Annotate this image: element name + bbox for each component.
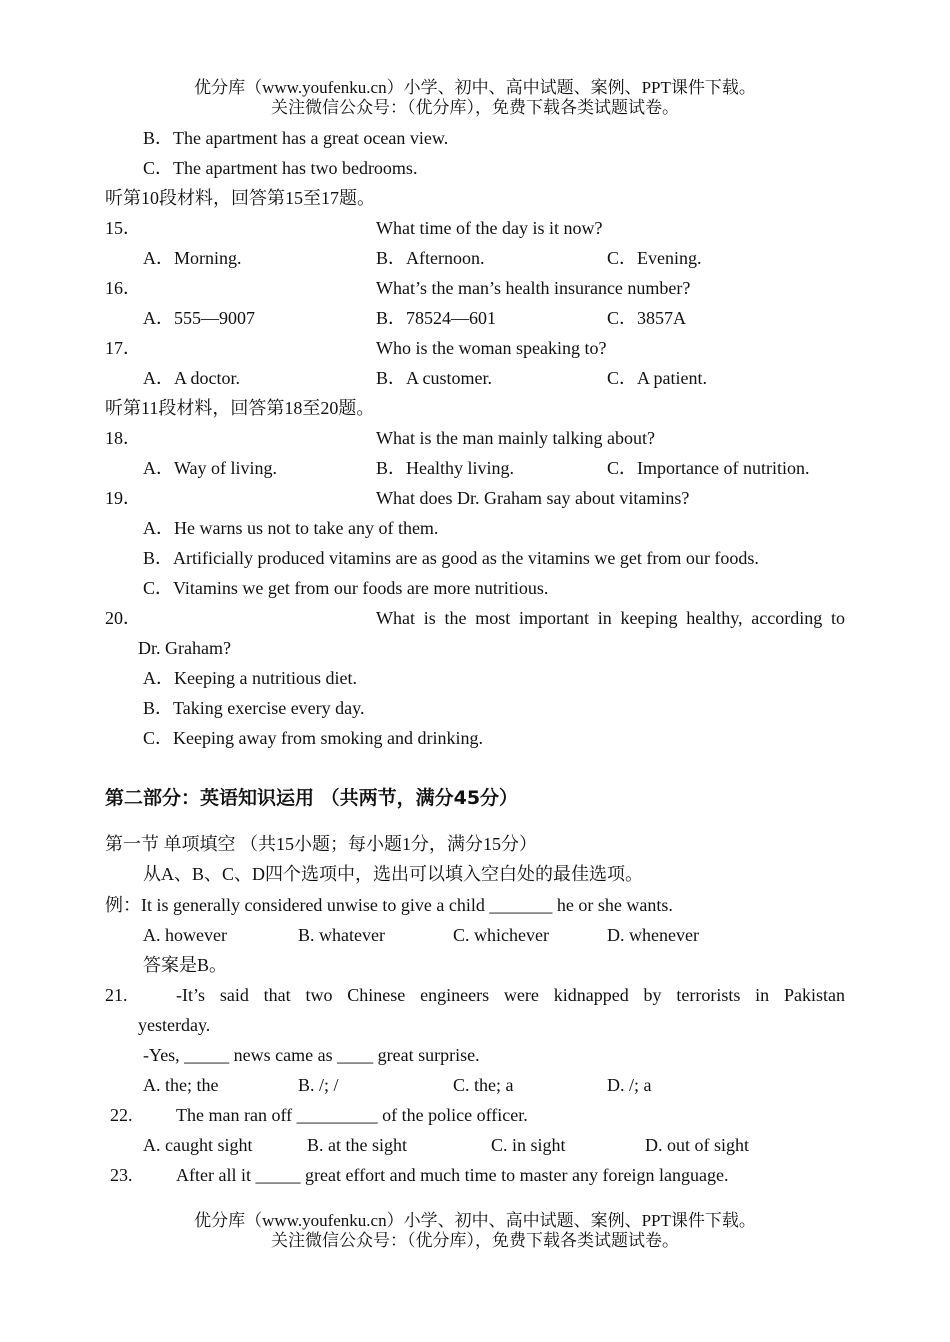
example-stem: 例：It is generally considered unwise to give a child _______ he or she wants. xyxy=(105,895,673,915)
q19-option-a: A．He warns us not to take any of them. xyxy=(143,518,439,538)
q19-stem: What does Dr. Graham say about vitamins? xyxy=(376,488,690,508)
q16-option-c: C．3857A xyxy=(607,308,687,328)
q17-option-a: A．A doctor. xyxy=(143,368,240,388)
q21-number: 21. xyxy=(105,985,128,1005)
q19-option-b: B．Artificially produced vitamins are as good as the vitamins we get from our foods. xyxy=(143,548,759,568)
q15-stem: What time of the day is it now? xyxy=(376,218,603,238)
q21-line3: -Yes, _____ news came as ____ great surprise. xyxy=(143,1045,480,1065)
q17-number: 17． xyxy=(105,338,141,358)
option-b: B．The apartment has a great ocean view. xyxy=(143,128,449,148)
page-header-line2: 关注微信公众号：（优分库），免费下载各类试题试卷。 xyxy=(271,98,679,117)
q21-option-c: C. the; a xyxy=(453,1075,514,1095)
q23-stem: After all it _____ great effort and much time to master any foreign language. xyxy=(176,1165,729,1185)
example-option-a: A. however xyxy=(143,925,227,945)
q21-option-b: B. /; / xyxy=(298,1075,339,1095)
q17-stem: Who is the woman speaking to? xyxy=(376,338,607,358)
q20-option-a: A．Keeping a nutritious diet. xyxy=(143,668,357,688)
q19-number: 19． xyxy=(105,488,141,508)
q22-option-b: B. at the sight xyxy=(307,1135,407,1155)
example-option-d: D. whenever xyxy=(607,925,699,945)
q16-stem: What’s the man’s health insurance number? xyxy=(376,278,691,298)
q18-option-a: A．Way of living. xyxy=(143,458,278,478)
q15-option-a: A．Morning. xyxy=(143,248,242,268)
q21-line2: yesterday. xyxy=(138,1015,211,1035)
q18-option-b: B．Healthy living. xyxy=(376,458,514,478)
q20-stem-line2: Dr. Graham? xyxy=(138,638,231,658)
section-11-instruction: 听第11段材料，回答第18至20题。 xyxy=(105,398,375,418)
q18-number: 18． xyxy=(105,428,141,448)
q15-number: 15． xyxy=(105,218,141,238)
q20-number: 20． xyxy=(105,608,141,628)
q17-option-c: C．A patient. xyxy=(607,368,707,388)
q21-option-a: A. the; the xyxy=(143,1075,219,1095)
part2-title: 第二部分：英语知识运用 （共两节，满分45分） xyxy=(105,787,519,809)
q22-option-c: C. in sight xyxy=(491,1135,566,1155)
q15-option-c: C．Evening. xyxy=(607,248,702,268)
section1-instruction: 从A、B、C、D四个选项中，选出可以填入空白处的最佳选项。 xyxy=(143,864,644,884)
q21-line1: -It’s said that two Chinese engineers were kidnapped by terrorists in Pakistan xyxy=(176,985,845,1005)
page-footer-line1: 优分库（www.youfenku.cn）小学、初中、高中试题、案例、PPT课件下载。 xyxy=(194,1211,756,1230)
page-footer-line2: 关注微信公众号：（优分库），免费下载各类试题试卷。 xyxy=(271,1231,679,1250)
q16-number: 16． xyxy=(105,278,141,298)
q22-stem: The man ran off _________ of the police officer. xyxy=(176,1105,528,1125)
page-header-line1: 优分库（www.youfenku.cn）小学、初中、高中试题、案例、PPT课件下载。 xyxy=(194,78,756,97)
q20-option-c: C．Keeping away from smoking and drinking. xyxy=(143,728,483,748)
q18-stem: What is the man mainly talking about? xyxy=(376,428,655,448)
q16-option-a: A．555—9007 xyxy=(143,308,255,328)
example-answer: 答案是B。 xyxy=(143,955,228,975)
example-option-b: B. whatever xyxy=(298,925,385,945)
q20-option-b: B．Taking exercise every day. xyxy=(143,698,365,718)
q17-option-b: B．A customer. xyxy=(376,368,492,388)
section1-title: 第一节 单项填空 （共15小题；每小题1分，满分15分） xyxy=(105,834,537,854)
q22-option-a: A. caught sight xyxy=(143,1135,253,1155)
option-c: C．The apartment has two bedrooms. xyxy=(143,158,418,178)
q15-option-b: B．Afternoon. xyxy=(376,248,485,268)
example-option-c: C. whichever xyxy=(453,925,549,945)
section-10-instruction: 听第10段材料，回答第15至17题。 xyxy=(105,188,375,208)
q21-option-d: D. /; a xyxy=(607,1075,652,1095)
q23-number: 23. xyxy=(110,1165,133,1185)
q22-number: 22. xyxy=(110,1105,133,1125)
q18-option-c: C．Importance of nutrition. xyxy=(607,458,810,478)
q20-stem-line1: What is the most important in keeping healthy, according to xyxy=(376,608,845,628)
q19-option-c: C．Vitamins we get from our foods are more nutritious. xyxy=(143,578,549,598)
q22-option-d: D. out of sight xyxy=(645,1135,750,1155)
q16-option-b: B．78524—601 xyxy=(376,308,497,328)
